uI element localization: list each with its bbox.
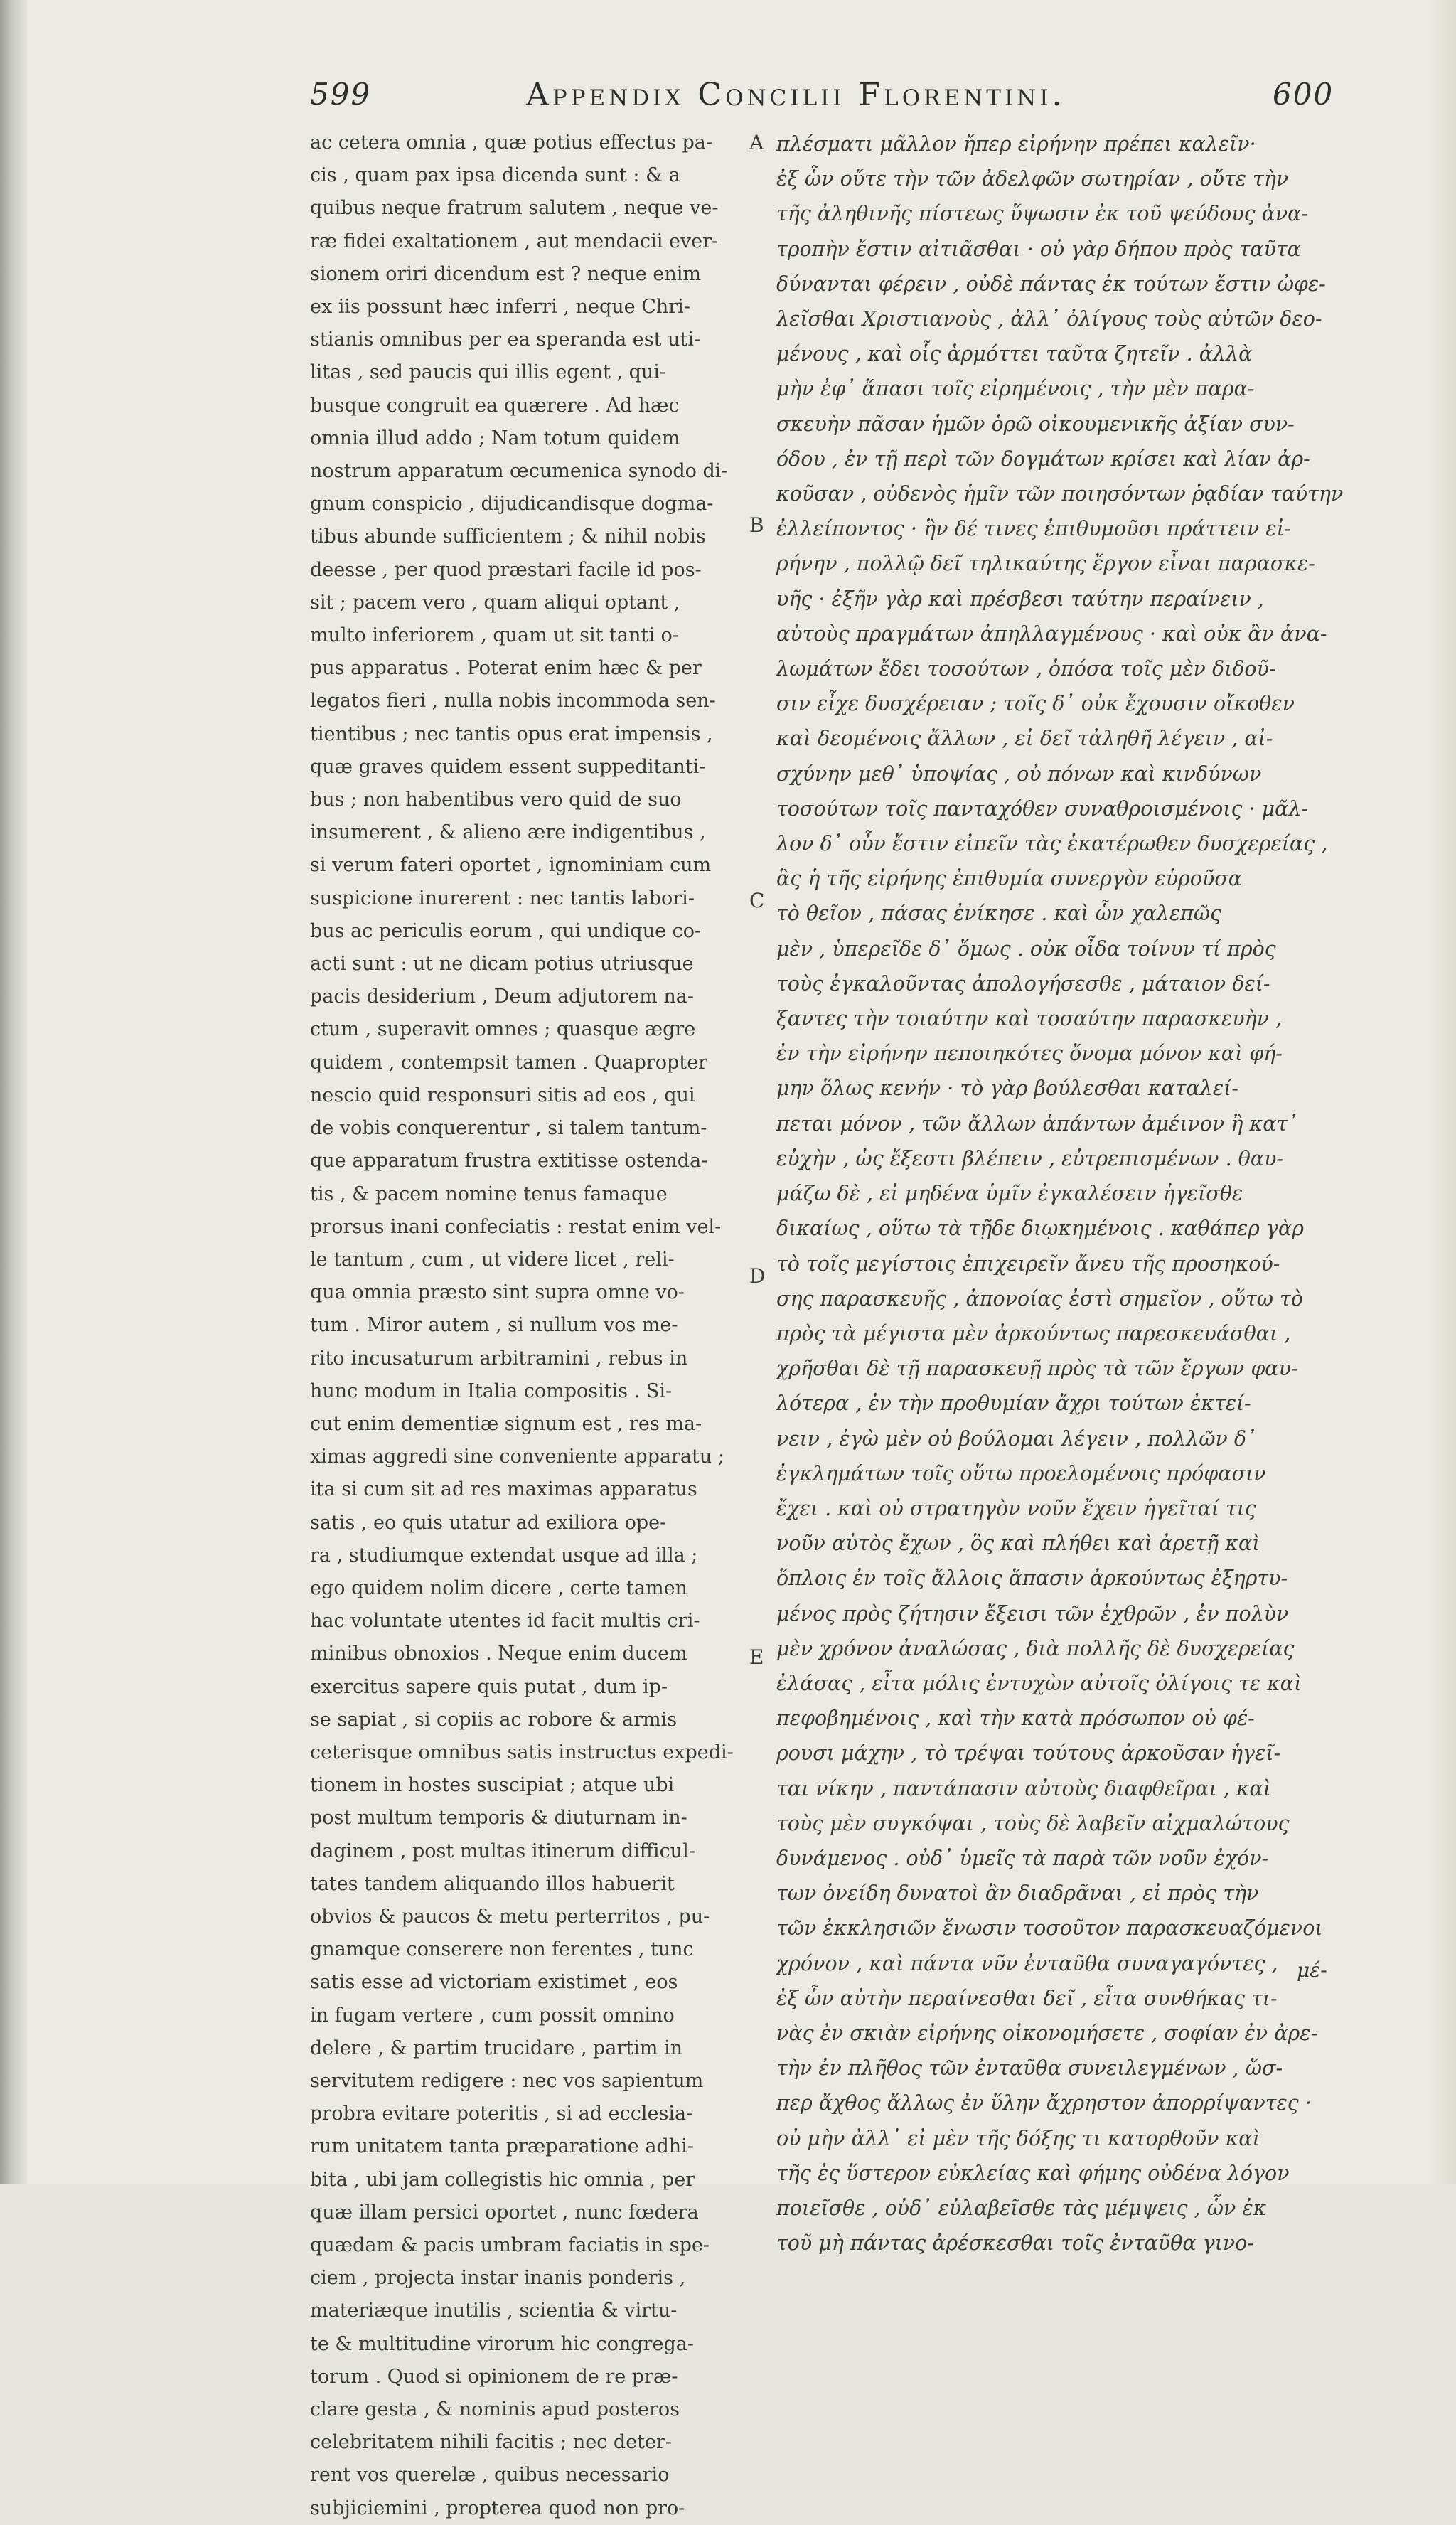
greek-text-line: ἐγκλημάτων τοῖς οὕτω προελομένοις πρόφασιν (776, 1461, 1266, 1485)
latin-text-line: cis , quam pax ipsa dicenda sunt : & a (310, 164, 680, 187)
greek-text-line: μένος πρὸς ζήτησιν ἔξεισι τῶν ἐχθρῶν , ἐν πολὺν (776, 1601, 1289, 1625)
margin-letter-c: C (749, 889, 765, 912)
latin-text-line: acti sunt : ut ne dicam potius utriusque (310, 953, 694, 976)
greek-text-line: λεῖσθαι Χριστιανοὺς , ἀλλ᾽ ὀλίγους τοὺς αὐτῶν δεο- (776, 307, 1322, 331)
greek-text-line: πεφοβημένοις , καὶ τὴν κατὰ πρόσωπον οὐ φέ- (776, 1707, 1255, 1731)
greek-text-line: νὰς ἐν σκιὰν εἰρήνης οἰκονομήσετε , σοφίαν ἐν ἀρε- (776, 2021, 1318, 2045)
latin-text-line: ex iis possunt hæc inferri , neque Chri- (310, 296, 690, 319)
greek-text-line: ται νίκην , παντάπασιν αὐτοὺς διαφθεῖραι , καὶ (776, 1776, 1271, 1800)
greek-text-line: σης παρασκευῆς , ἀπονοίας ἐστὶ σημεῖον , οὕτω τὸ (776, 1286, 1303, 1310)
greek-text-line: εὐχὴν , ὡς ἔξεστι βλέπειν , εὐτρεπισμένων . θαυ- (776, 1146, 1284, 1170)
latin-text-line: sit ; pacem vero , quam aliqui optant , (310, 591, 680, 614)
greek-text-line: υῆς · ἐξῆν γὰρ καὶ πρέσβεσι ταύτην περαίνειν , (776, 587, 1264, 611)
latin-text-line: hunc modum in Italia compositis . Si- (310, 1379, 673, 1402)
latin-text-line: celebritatem nihili facitis ; nec deter- (310, 2431, 673, 2454)
latin-text-line: servitutem redigere : nec vos sapientum (310, 2069, 704, 2092)
latin-text-line: stianis omnibus per ea speranda est uti- (310, 329, 701, 351)
running-header (0, 77, 1456, 127)
latin-text-line: pus apparatus . Poterat enim hæc & per (310, 657, 702, 680)
latin-text-line: hac voluntate utentes id facit multis cri- (310, 1610, 700, 1633)
greek-text-line: περ ἄχθος ἄλλως ἐν ὕλην ἄχρηστον ἀπορρίψαντες · (776, 2091, 1312, 2115)
latin-text-line: ximas aggredi sine conveniente apparatu ; (310, 1446, 724, 1468)
margin-letter-d: D (749, 1264, 766, 1288)
latin-text-line: te & multitudine virorum hic congrega- (310, 2332, 694, 2355)
greek-text-line: νοῦν αὐτὸς ἔχων , ὃς καὶ πλήθει καὶ ἀρετῇ καὶ (776, 1532, 1260, 1556)
greek-text-line: ρήνην , πολλῷ δεῖ τηλικαύτης ἔργον εἶναι παρασκε- (776, 552, 1315, 576)
greek-text-line: ἔχει . καὶ οὐ στρατηγὸν νοῦν ἔχειν ἡγεῖταί τις (776, 1496, 1256, 1520)
greek-text-line: κοῦσαν , οὐδενὸς ἡμῖν τῶν ποιησόντων ῥᾳδίαν ταύτην (776, 482, 1344, 506)
latin-text-line: ræ fidei exaltationem , aut mendacii ever- (310, 230, 719, 252)
greek-text-line: ποιεῖσθε , οὐδ᾽ εὐλαβεῖσθε τὰς μέμψεις , ὧν ἐκ (776, 2196, 1267, 2220)
greek-text-line: μάζω δὲ , εἰ μηδένα ὑμῖν ἐγκαλέσειν ἡγεῖσθε (776, 1182, 1243, 1206)
latin-text-line: materiæque inutilis , scientia & virtu- (310, 2300, 678, 2322)
latin-text-line: probra evitare poteritis , si ad ecclesia- (310, 2103, 693, 2125)
greek-text-line: ἐλάσας , εἶτα μόλις ἐντυχὼν αὐτοῖς ὀλίγοις τε καὶ (776, 1671, 1302, 1695)
greek-text-line: αὐτοὺς πραγμάτων ἀπηλλαγμένους · καὶ οὐκ ἂν ἀνα- (776, 621, 1327, 646)
latin-text-line: gnum conspicio , dijudicandisque dogma- (310, 493, 714, 516)
greek-text-line: τὸ τοῖς μεγίστοις ἐπιχειρεῖν ἄνευ τῆς προσηκού- (776, 1251, 1280, 1276)
latin-text-line: tibus abunde sufficientem ; & nihil nobis (310, 525, 706, 548)
greek-text-line: λότερα , ἐν τὴν προθυμίαν ἄχρι τούτων ἐκτεί- (776, 1392, 1251, 1416)
greek-text-line: δύνανται φέρειν , οὐδὲ πάντας ἐκ τούτων ἔστιν ὠφε- (776, 272, 1326, 296)
greek-text-line: σιν εἶχε δυσχέρειαν ; τοῖς δ᾽ οὐκ ἔχουσιν οἴκοθεν (776, 692, 1295, 716)
greek-text-line: δυνάμενος . οὐδ᾽ ὑμεῖς τὰ παρὰ τῶν νοῦν ἐχόν- (776, 1846, 1269, 1870)
greek-text-line: τῆς ἐς ὕστερον εὐκλείας καὶ φήμης οὐδένα λόγον (776, 2161, 1290, 2185)
greek-text-line: καὶ δεομένοις ἄλλων , εἰ δεῖ τἀληθῆ λέγειν , αἰ- (776, 727, 1273, 751)
greek-text-line: χρόνον , καὶ πάντα νῦν ἐνταῦθα συναγαγόντες , (776, 1951, 1278, 1975)
latin-text-line: qua omnia præsto sint supra omne vo- (310, 1281, 685, 1304)
greek-text-line: μένους , καὶ οἷς ἁρμόττει ταῦτα ζητεῖν . ἀλλὰ (776, 342, 1253, 366)
greek-text-line: τοὺς ἐγκαλοῦντας ἀπολογήσεσθε , μάταιον δεί- (776, 971, 1270, 995)
latin-text-line: in fugam vertere , cum possit omnino (310, 2004, 675, 2027)
latin-text-line: si verum fateri oportet , ignominiam cum (310, 854, 712, 877)
greek-text-line: μην ὅλως κενήν · τὸ γὰρ βούλεσθαι καταλεί- (776, 1077, 1238, 1101)
greek-text-line: τροπὴν ἔστιν αἰτιᾶσθαι · οὐ γὰρ δήπου πρὸς ταῦτα (776, 237, 1301, 261)
latin-text-line: quæ graves quidem essent suppeditanti- (310, 755, 706, 778)
latin-text-line: ceterisque omnibus satis instructus expedi- (310, 1741, 734, 1763)
latin-text-line: bus ; non habentibus vero quid de suo (310, 789, 682, 811)
greek-text-line: ἃς ἡ τῆς εἰρήνης ἐπιθυμία συνεργὸν εὑροῦσα (776, 867, 1242, 891)
latin-text-line: gnamque conserere non ferentes , tunc (310, 1938, 694, 1961)
latin-text-line: legatos fieri , nulla nobis incommoda sen- (310, 690, 716, 712)
greek-text-line: ρουσι μάχην , τὸ τρέψαι τούτους ἀρκοῦσαν ἡγεῖ- (776, 1741, 1281, 1766)
latin-text-line: nescio quid responsuri sitis ad eos , qui (310, 1084, 695, 1106)
greek-text-line: λωμάτων ἔδει τοσούτων , ὁπόσα τοῖς μὲν διδοῦ- (776, 657, 1276, 681)
latin-text-line: cut enim dementiæ signum est , res ma- (310, 1412, 702, 1435)
latin-text-line: sionem oriri dicendum est ? neque enim (310, 262, 702, 285)
latin-text-line: tis , & pacem nomine tenus famaque (310, 1183, 668, 1205)
greek-text-line: τοσούτων τοῖς πανταχόθεν συναθροισμένοις · μᾶλ- (776, 796, 1309, 821)
greek-text-line: τοὺς μὲν συγκόψαι , τοὺς δὲ λαβεῖν αἰχμαλώτους (776, 1811, 1290, 1835)
running-title: Appendix Concilii Florentini. (526, 77, 1066, 113)
latin-text-line: que apparatum frustra extitisse ostenda- (310, 1150, 708, 1173)
latin-text-line: minibus obnoxios . Neque enim ducem (310, 1643, 687, 1665)
latin-text-line: quidem , contempsit tamen . Quapropter (310, 1051, 708, 1074)
latin-text-line: bita , ubi jam collegistis hic omnia , per (310, 2168, 695, 2191)
latin-text-line: rito incusaturum arbitramini , rebus in (310, 1347, 688, 1370)
latin-text-line: quæ illam persici oportet , nunc fœdera (310, 2201, 699, 2224)
latin-text-line: obvios & paucos & metu perterritos , pu- (310, 1905, 710, 1928)
latin-text-line: omnia illud addo ; Nam totum quidem (310, 427, 680, 449)
latin-text-line: satis , eo quis utatur ad exiliora ope- (310, 1511, 667, 1534)
greek-column (776, 127, 1388, 2260)
greek-text-line: ἐν τὴν εἰρήνην πεποιηκότες ὄνομα μόνον καὶ φή- (776, 1042, 1283, 1066)
margin-letter-a: A (749, 131, 764, 154)
greek-text-line: σκευὴν πᾶσαν ἡμῶν ὁρῶ οἰκουμενικῆς ἀξίαν συν- (776, 412, 1295, 436)
latin-text-line: satis esse ad victoriam existimet , eos (310, 1971, 678, 1994)
greek-text-line: σχύνην μεθ᾽ ὑποψίας , οὐ πόνων καὶ κινδύνων (776, 762, 1262, 786)
greek-text-line: λον δ᾽ οὖν ἔστιν εἰπεῖν τὰς ἑκατέρωθεν δυσχερείας , (776, 832, 1328, 856)
latin-text-line: torum . Quod si opinionem de re præ- (310, 2365, 678, 2388)
latin-text-line: tum . Miror autem , si nullum vos me- (310, 1314, 678, 1337)
latin-text-line: daginem , post multas itinerum difficul- (310, 1840, 695, 1862)
latin-text-line: tientibus ; nec tantis opus erat impensis , (310, 722, 713, 745)
latin-text-line: exercitus sapere quis putat , dum ip- (310, 1675, 668, 1698)
latin-text-line: ctum , superavit omnes ; quasque ægre (310, 1018, 696, 1041)
greek-text-line: μὲν , ὑπερεῖδε δ᾽ ὅμως . οὐκ οἶδα τοίνυν τί πρὸς (776, 936, 1276, 961)
margin-letter-e: E (749, 1645, 764, 1669)
latin-text-line: litas , sed paucis qui illis egent , qui- (310, 361, 667, 384)
latin-text-line: tates tandem aliquando illos habuerit (310, 1872, 675, 1895)
greek-text-line: νειν , ἐγὼ μὲν οὐ βούλομαι λέγειν , πολλῶν δ᾽ (776, 1426, 1257, 1451)
latin-text-line: busque congruit ea quærere . Ad hæc (310, 394, 680, 417)
latin-text-line: bus ac periculis eorum , qui undique co- (310, 919, 702, 942)
latin-text-line: ita si cum sit ad res maximas apparatus (310, 1478, 697, 1501)
greek-text-line: ἐλλείποντος · ἣν δέ τινες ἐπιθυμοῦσι πράττειν εἰ- (776, 517, 1292, 541)
greek-text-line: ξαντες τὴν τοιαύτην καὶ τοσαύτην παρασκευὴν , (776, 1007, 1283, 1031)
greek-text-line: ὅπλοις ἐν τοῖς ἄλλοις ἅπασιν ἀρκούντως ἐξηρτυ- (776, 1566, 1288, 1591)
margin-letter-b: B (749, 513, 764, 537)
greek-text-line: χρῆσθαι δὲ τῇ παρασκευῇ πρὸς τὰ τῶν ἔργων φαυ- (776, 1357, 1298, 1381)
latin-text-line: suspicione inurerent : nec tantis labori- (310, 887, 695, 909)
latin-text-line: deesse , per quod præstari facile id pos- (310, 558, 702, 581)
latin-text-line: de vobis conquerentur , si talem tantum- (310, 1117, 707, 1140)
book-spine-shadow (0, 0, 27, 2184)
greek-text-line: τὴν ἐν πλῆθος τῶν ἐνταῦθα συνειλεγμένων , ὥσ- (776, 2056, 1283, 2081)
latin-text-line: rum unitatem tanta præparatione adhi- (310, 2135, 694, 2158)
latin-text-line: se sapiat , si copiis ac robore & armis (310, 1708, 678, 1731)
greek-text-line: δικαίως , οὕτω τὰ τῇδε διῳκημένοις . καθάπερ γὰρ (776, 1217, 1304, 1241)
greek-text-line: τοῦ μὴ πάντας ἀρέσκεσθαι τοῖς ἐνταῦθα γινο- (776, 2231, 1254, 2256)
greek-text-line: ἐξ ὧν οὔτε τὴν τῶν ἀδελφῶν σωτηρίαν , οὔτε τὴν (776, 167, 1289, 191)
latin-text-line: rent vos querelæ , quibus necessario (310, 2464, 670, 2487)
latin-text-line: ciem , projecta instar inanis ponderis , (310, 2267, 686, 2290)
latin-text-line: clare gesta , & nominis apud posteros (310, 2398, 680, 2421)
latin-text-line: prorsus inani confeciatis : restat enim vel- (310, 1215, 722, 1238)
greek-text-line: τῆς ἀληθινῆς πίστεως ὕψωσιν ἐκ τοῦ ψεύδους ἀνα- (776, 202, 1309, 226)
latin-text-line: pacis desiderium , Deum adjutorem na- (310, 986, 694, 1008)
page-number-left: 599 (310, 77, 372, 112)
greek-text-line: τῶν ἐκκλησιῶν ἕνωσιν τοσοῦτον παρασκευαζόμενοι (776, 1916, 1323, 1941)
greek-text-line: ἐξ ὧν αὐτὴν περαίνεσθαι δεῖ , εἶτα συνθήκας τι- (776, 1986, 1278, 2010)
greek-text-line: όδου , ἐν τῇ περὶ τῶν δογμάτων κρίσει καὶ λίαν ἀρ- (776, 447, 1310, 471)
greek-text-line: μὲν χρόνον ἀναλώσας , διὰ πολλῆς δὲ δυσχερείας (776, 1636, 1295, 1660)
latin-text-line: insumerent , & alieno ære indigentibus , (310, 821, 706, 844)
greek-text-line: οὐ μὴν ἀλλ᾽ εἰ μὲν τῆς δόξης τι κατορθοῦν καὶ (776, 2126, 1260, 2150)
page-edge (1429, 0, 1456, 2184)
latin-text-line: multo inferiorem , quam ut sit tanti o- (310, 624, 679, 647)
greek-text-line: τὸ θεῖον , πάσας ἐνίκησε . καὶ ὧν χαλεπῶς (776, 902, 1222, 926)
latin-text-line: quædam & pacis umbram faciatis in spe- (310, 2234, 710, 2256)
latin-text-line: le tantum , cum , ut videre licet , reli- (310, 1248, 675, 1271)
greek-text-line: των ὀνείδη δυνατοὶ ἂν διαδρᾶναι , εἰ πρὸς τὴν (776, 1881, 1259, 1906)
greek-text-line: μὴν ἐφ᾽ ἅπασι τοῖς εἰρημένοις , τὴν μὲν παρα- (776, 377, 1255, 401)
catchword: μέ- (1297, 1958, 1327, 1982)
latin-text-line: ac cetera omnia , quæ potius effectus pa- (310, 132, 712, 154)
latin-text-line: post multum temporis & diuturnam in- (310, 1807, 687, 1830)
latin-text-line: delere , & partim trucidare , partim in (310, 2036, 682, 2059)
greek-text-line: πλέσματι μᾶλλον ἤπερ εἰρήνην πρέπει καλεῖν· (776, 132, 1256, 156)
latin-text-line: quibus neque fratrum salutem , neque ve- (310, 197, 719, 220)
latin-text-line: ego quidem nolim dicere , certe tamen (310, 1576, 687, 1599)
latin-text-line: nostrum apparatum œcumenica synodo di- (310, 460, 728, 483)
latin-text-line: subjiciemini , propterea quod non pro- (310, 2497, 685, 2519)
page-number-right: 600 (1273, 77, 1334, 112)
latin-text-line: ra , studiumque extendat usque ad illa ; (310, 1544, 698, 1566)
greek-text-line: πρὸς τὰ μέγιστα μὲν ἀρκούντως παρεσκευάσθαι , (776, 1321, 1291, 1345)
greek-text-line: πεται μόνον , τῶν ἄλλων ἁπάντων ἀμέινον ἢ κατ᾽ (776, 1111, 1298, 1136)
latin-column (310, 127, 755, 2525)
latin-text-line: tionem in hostes suscipiat ; atque ubi (310, 1774, 675, 1797)
